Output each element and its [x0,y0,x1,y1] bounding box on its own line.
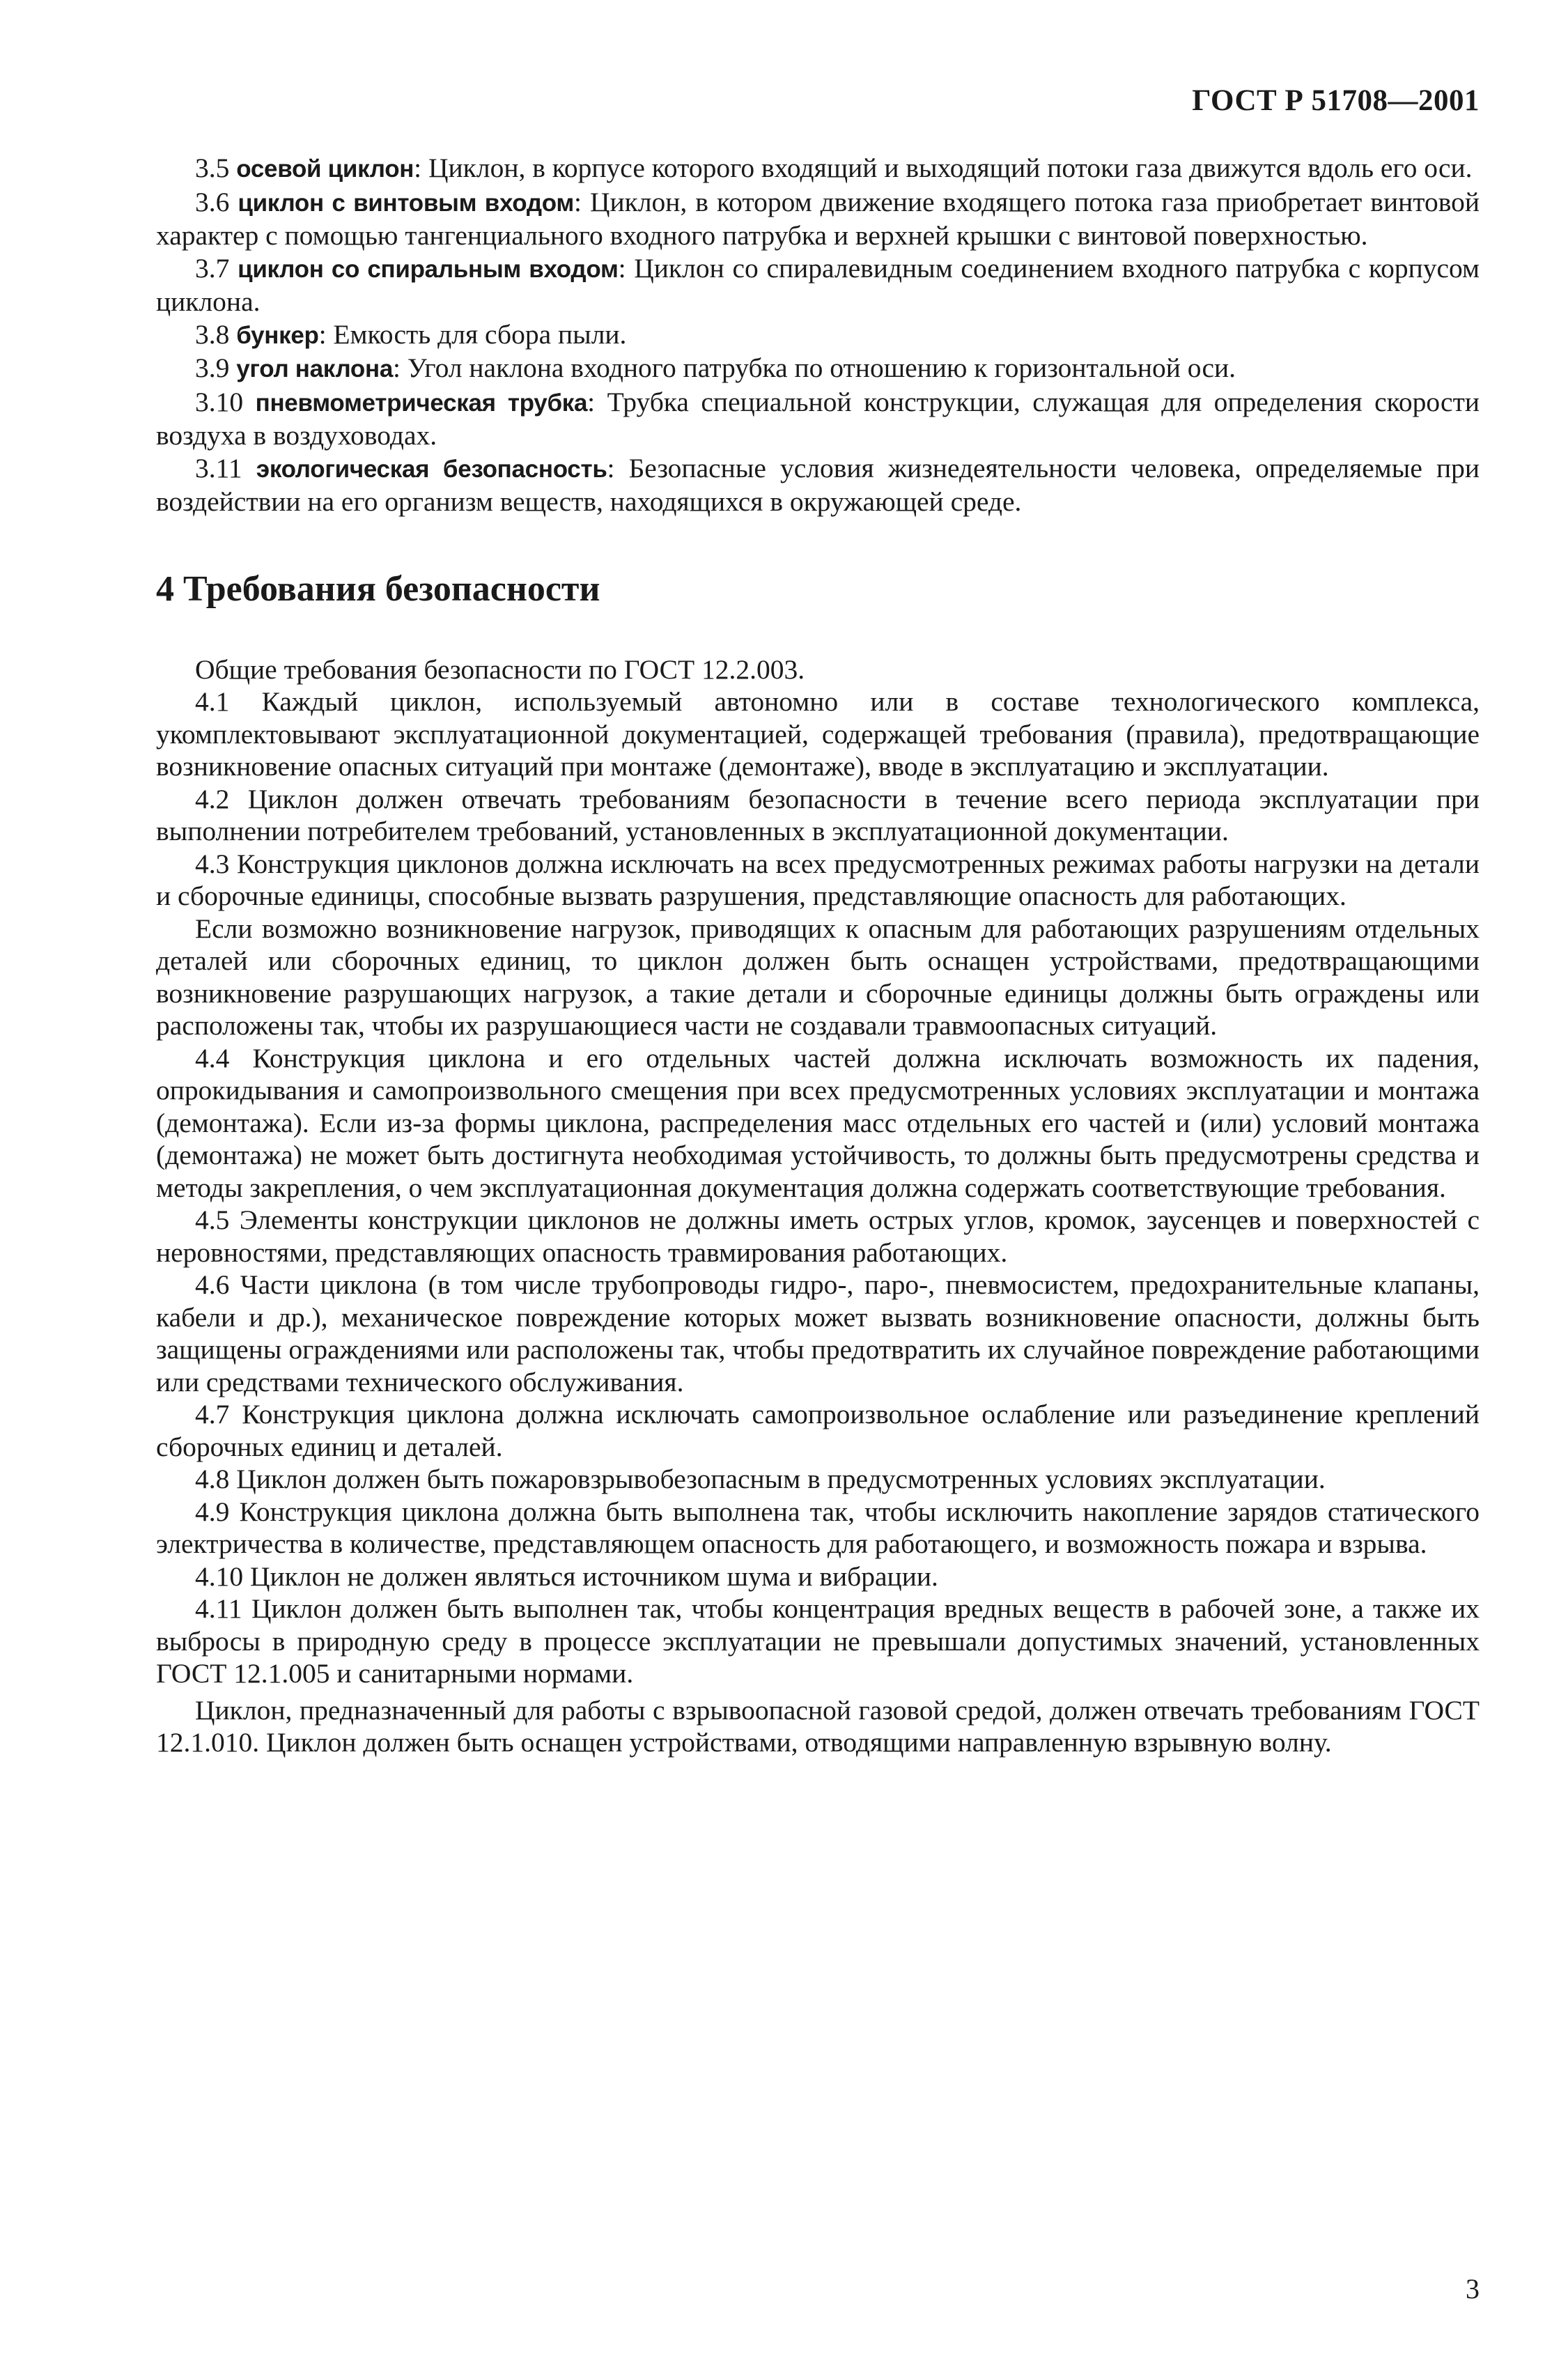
definition-term: циклон со спиральным входом [238,255,619,283]
definition-text: : Циклон, в котором движение входящего потока газа приобретает винтовой характер с помощью тангенциального входного патрубка и верхней крышки с винтовой поверхностью. [156,186,1480,251]
definition-text: : Трубка специальной конструкции, служащая для определения скорости воздуха в воздуховодах. [156,386,1480,451]
definition-term: экологическая безопасность [256,455,607,483]
definition-text: : Циклон со спиралевидным соединением входного патрубка с корпусом циклона. [156,252,1480,317]
clause-4-7: 4.7 Конструкция циклона должна исключать самопроизвольное ослабление или разъединение креплений сборочных единиц и деталей. [156,1399,1480,1462]
clause-4-5: 4.5 Элементы конструкции циклонов не должны иметь острых углов, кромок, заусенцев и поверхностей с неровностями, представляющих опасность травмирования работающих. [156,1204,1480,1268]
document-body [156,152,1480,1759]
definition-3-6 [156,186,1480,252]
definition-number: 3.11 [195,452,242,483]
clause-4-11-continued: Циклон, предназначенный для работы с взрывоопасной газовой средой, должен отвечать требованиям ГОСТ 12.1.010. Циклон должен быть оснащен устройствами, отводящими направленную взрывную волну. [156,1694,1480,1758]
section-intro-paragraph: Общие требования безопасности по ГОСТ 12.2.003. [195,653,805,685]
definition-term: циклон с винтовым входом [238,189,575,217]
page-number: 3 [1466,2273,1480,2304]
definition-term: осевой циклон [236,155,414,183]
clause-4-9: 4.9 Конструкция циклона должна быть выполнена так, чтобы исключить накопление зарядов статического электричества в количестве, представляющем опасность для работающего, и возможность пожара и взрыва. [156,1496,1480,1559]
definition-text: : Угол наклона входного патрубка по отношению к горизонтальной оси. [393,352,1236,383]
document-code-header: ГОСТ Р 51708—2001 [1192,84,1480,117]
definition-3-9 [156,352,1480,386]
document-page [156,0,1480,2363]
section-heading: 4 Требования безопасности [156,568,600,609]
clause-4-6: 4.6 Части циклона (в том числе трубопроводы гидро-, паро-, пневмосистем, предохранительные клапаны, кабели и др.), механическое повреждение которых может вызвать возникновение опасности, должны быть защищены ограждениями или расположены так, чтобы предотвратить их случайное повреждение работающими или средствами технического обслуживания. [156,1269,1480,1397]
definition-3-5 [156,152,1480,186]
definition-number: 3.6 [195,186,230,217]
definition-3-10 [156,386,1480,452]
definition-3-8 [156,318,1480,352]
clause-4-4: 4.4 Конструкция циклона и его отдельных частей должна исключать возможность их падения, опрокидывания и самопроизвольного смещения при всех предусмотренных условиях эксплуатации и монтажа (демонтажа). Если из-за формы циклона, распределения масс отдельных его частей и (или) условий монтажа (демонтажа) не может быть достигнута необходимая устойчивость, то должны быть предусмотрены средства и методы закрепления, о чем эксплуатационная документация должна содержать соответствующие требования. [156,1042,1480,1203]
definition-3-7 [156,252,1480,318]
definition-number: 3.5 [195,153,230,183]
definition-number: 3.7 [195,252,230,284]
clause-4-11: 4.11 Циклон должен быть выполнен так, чтобы концентрация вредных веществ в рабочей зоне, а также их выбросы в природную среду в процессе эксплуатации не превышали допустимых значений, установленных ГОСТ 12.1.005 и санитарными нормами. [156,1593,1480,1689]
definition-3-11 [156,452,1480,518]
definition-text: : Безопасные условия жизнедеятельности человека, определяемые при воздействии на его организм веществ, находящихся в окружающей среде. [156,452,1480,517]
definition-text: : Емкость для сбора пыли. [318,318,627,350]
clause-4-2: 4.2 Циклон должен отвечать требованиям безопасности в течение всего периода эксплуатации при выполнении потребителем требований, установленных в эксплуатационной документации. [156,783,1480,846]
definition-term: угол наклона [236,355,394,382]
definition-number: 3.8 [195,318,230,350]
clause-4-1: 4.1 Каждый циклон, используемый автономно или в составе технологического комплекса, укомплектовывают эксплуатационной документацией, содержащей требования (правила), предотвращающие возникновение опасных ситуаций при монтаже (демонтаже), вводе в эксплуатацию и эксплуатации. [156,686,1480,782]
clause-4-8: 4.8 Циклон должен быть пожаровзрывобезопасным в предусмотренных условиях эксплуатации. [195,1464,1326,1494]
definition-term: пневмометрическая трубка [255,389,588,417]
clause-4-3-continued: Если возможно возникновение нагрузок, приводящих к опасным для работающих разрушениям отдельных деталей или сборочных единиц, то циклон должен быть оснащен устройствами, предотвращающими возникновение разрушающих нагрузок, а такие детали и сборочные единицы должны быть ограждены или расположены так, чтобы их разрушающиеся части не создавали травмоопасных ситуаций. [156,913,1480,1041]
clause-4-3: 4.3 Конструкция циклонов должна исключать на всех предусмотренных режимах работы нагрузки на детали и сборочные единицы, способные вызвать разрушения, представляющие опасность для работающих. [156,848,1480,911]
definition-term: бункер [236,321,319,349]
clause-4-10: 4.10 Циклон не должен являться источником шума и вибрации. [195,1560,938,1592]
definition-number: 3.10 [195,386,244,417]
definition-number: 3.9 [195,352,230,383]
definition-text: : Циклон, в корпусе которого входящий и выходящий потоки газа движутся вдоль его оси. [414,153,1473,183]
